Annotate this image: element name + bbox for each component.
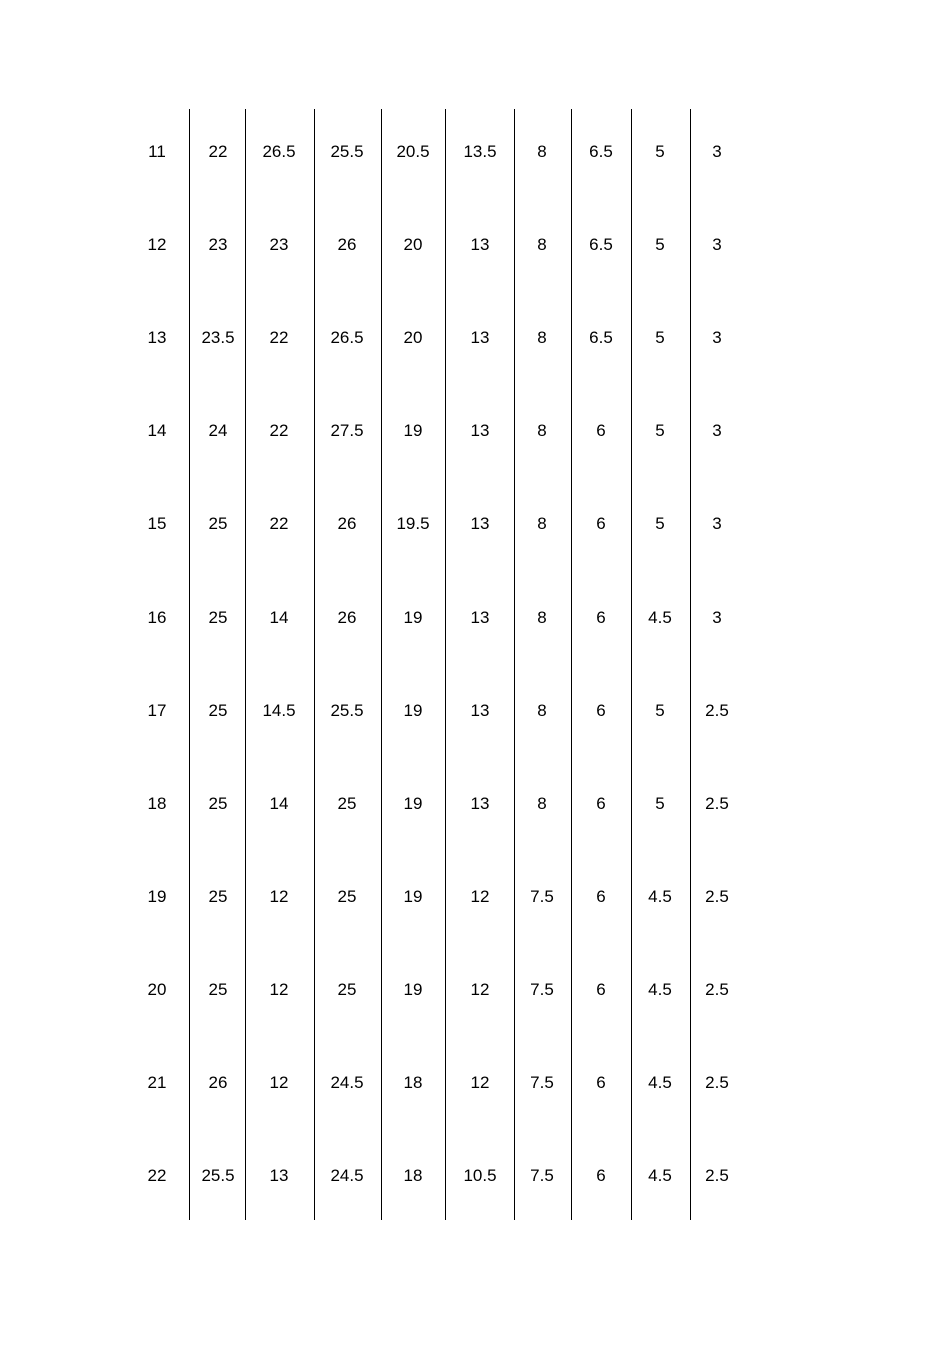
- row-label-cell: 13: [147, 328, 167, 348]
- table-cell: 3: [712, 142, 722, 161]
- table-cell: 25: [208, 514, 228, 534]
- table-cell: 6: [596, 1166, 606, 1186]
- table-cell: 12: [269, 886, 289, 906]
- table-cell: 19.5: [396, 514, 430, 534]
- column-divider: [314, 109, 315, 1220]
- table-cell: 23.5: [201, 328, 235, 348]
- table-cell: 5: [655, 700, 665, 720]
- table-cell: 8: [537, 607, 547, 627]
- table-cell: 5: [655, 421, 665, 441]
- table-cell: 14: [269, 793, 289, 813]
- table-cell: 22: [208, 142, 228, 161]
- column-divider: [381, 109, 382, 1220]
- column-divider: [445, 109, 446, 1220]
- table-cell: 22: [269, 514, 289, 534]
- table-cell: 13: [470, 793, 490, 813]
- table-cell: 8: [537, 328, 547, 348]
- table-cell: 23: [269, 235, 289, 255]
- table-cell: 3: [712, 328, 722, 348]
- table-cell: 23: [208, 235, 228, 255]
- table-cell: 8: [537, 235, 547, 255]
- table-cell: 13.5: [463, 142, 497, 161]
- column-divider: [189, 109, 190, 1220]
- table-cell: 12: [470, 1073, 490, 1092]
- table-cell: 25: [208, 886, 228, 906]
- table-cell: 10.5: [463, 1166, 497, 1186]
- table-cell: 5: [655, 328, 665, 348]
- table-cell: 13: [470, 328, 490, 348]
- table-cell: 8: [537, 793, 547, 813]
- table-cell: 24: [208, 421, 228, 441]
- table-cell: 3: [712, 514, 722, 534]
- column-divider: [690, 109, 691, 1220]
- table-cell: 7.5: [530, 886, 554, 906]
- table-cell: 13: [470, 700, 490, 720]
- row-label-cell: 17: [147, 700, 167, 720]
- table-cell: 3: [712, 421, 722, 441]
- table-cell: 13: [470, 514, 490, 534]
- table-cell: 26.5: [262, 142, 296, 161]
- table-cell: 6.5: [589, 235, 613, 255]
- table-cell: 5: [655, 793, 665, 813]
- row-label-cell: 14: [147, 421, 167, 441]
- table-cell: 26: [337, 235, 357, 255]
- table-cell: 3: [712, 235, 722, 255]
- table-cell: 26: [337, 514, 357, 534]
- table-cell: 25.5: [201, 1166, 235, 1186]
- column-divider: [631, 109, 632, 1220]
- table-cell: 6: [596, 700, 606, 720]
- table-cell: 3: [712, 607, 722, 627]
- table-cell: 20: [403, 235, 423, 255]
- table-cell: 2.5: [705, 1166, 729, 1186]
- table-cell: 13: [470, 235, 490, 255]
- table-cell: 18: [403, 1166, 423, 1186]
- table-cell: 6: [596, 886, 606, 906]
- table-cell: 8: [537, 142, 547, 161]
- table-cell: 27.5: [330, 421, 364, 441]
- row-label-cell: 20: [147, 979, 167, 999]
- table-cell: 4.5: [648, 979, 672, 999]
- table-cell: 6: [596, 514, 606, 534]
- table-cell: 19: [403, 886, 423, 906]
- table-cell: 20.5: [396, 142, 430, 161]
- table-cell: 22: [269, 328, 289, 348]
- table-cell: 12: [269, 979, 289, 999]
- table-cell: 4.5: [648, 1166, 672, 1186]
- table-cell: 19: [403, 979, 423, 999]
- table-cell: 2.5: [705, 979, 729, 999]
- table-cell: 6: [596, 979, 606, 999]
- table-cell: 6.5: [589, 142, 613, 161]
- table-cell: 25: [337, 979, 357, 999]
- table-cell: 8: [537, 421, 547, 441]
- table-cell: 25.5: [330, 142, 364, 161]
- table-cell: 6.5: [589, 328, 613, 348]
- column-divider: [245, 109, 246, 1220]
- table-cell: 2.5: [705, 1073, 729, 1092]
- row-label-cell: 15: [147, 514, 167, 534]
- table-cell: 25: [208, 793, 228, 813]
- row-label-cell: 11: [148, 142, 166, 161]
- table-cell: 6: [596, 607, 606, 627]
- row-label-cell: 18: [147, 793, 167, 813]
- table-cell: 7.5: [530, 1166, 554, 1186]
- row-label-cell: 19: [147, 886, 167, 906]
- table-cell: 25: [208, 607, 228, 627]
- table-cell: 25: [208, 700, 228, 720]
- table-cell: 8: [537, 514, 547, 534]
- table-cell: 19: [403, 700, 423, 720]
- table-cell: 19: [403, 607, 423, 627]
- table-cell: 4.5: [648, 607, 672, 627]
- table-cell: 4.5: [648, 1073, 672, 1092]
- table-cell: 25: [208, 979, 228, 999]
- table-cell: 24.5: [330, 1166, 364, 1186]
- table-cell: 5: [655, 514, 665, 534]
- table-cell: 8: [537, 700, 547, 720]
- table-cell: 6: [596, 793, 606, 813]
- table-cell: 22: [269, 421, 289, 441]
- table-cell: 18: [403, 1073, 423, 1092]
- table-cell: 20: [403, 328, 423, 348]
- table-cell: 2.5: [705, 886, 729, 906]
- table-cell: 5: [655, 142, 665, 161]
- table-cell: 13: [470, 607, 490, 627]
- row-label-cell: 21: [147, 1073, 167, 1092]
- table-cell: 13: [269, 1166, 289, 1186]
- table-cell: 4.5: [648, 886, 672, 906]
- table-cell: 24.5: [330, 1073, 364, 1092]
- table-cell: 26: [337, 607, 357, 627]
- row-label-cell: 16: [147, 607, 167, 627]
- table-cell: 26: [208, 1073, 228, 1092]
- table-cell: 14: [269, 607, 289, 627]
- table-cell: 6: [596, 1073, 606, 1092]
- table-cell: 19: [403, 793, 423, 813]
- table-cell: 26.5: [330, 328, 364, 348]
- column-divider: [514, 109, 515, 1220]
- table-cell: 12: [269, 1073, 289, 1092]
- table-cell: 19: [403, 421, 423, 441]
- column-divider: [571, 109, 572, 1220]
- table-cell: 6: [596, 421, 606, 441]
- row-label-cell: 22: [147, 1166, 167, 1186]
- row-label-cell: 12: [147, 235, 167, 255]
- table-cell: 25: [337, 886, 357, 906]
- table-cell: 14.5: [262, 700, 296, 720]
- table-cell: 13: [470, 421, 490, 441]
- table-cell: 25.5: [330, 700, 364, 720]
- table-cell: 2.5: [705, 793, 729, 813]
- table-cell: 7.5: [530, 1073, 554, 1092]
- table-cell: 2.5: [705, 700, 729, 720]
- table-cell: 5: [655, 235, 665, 255]
- table-cell: 25: [337, 793, 357, 813]
- table-cell: 12: [470, 979, 490, 999]
- table-cell: 12: [470, 886, 490, 906]
- table-cell: 7.5: [530, 979, 554, 999]
